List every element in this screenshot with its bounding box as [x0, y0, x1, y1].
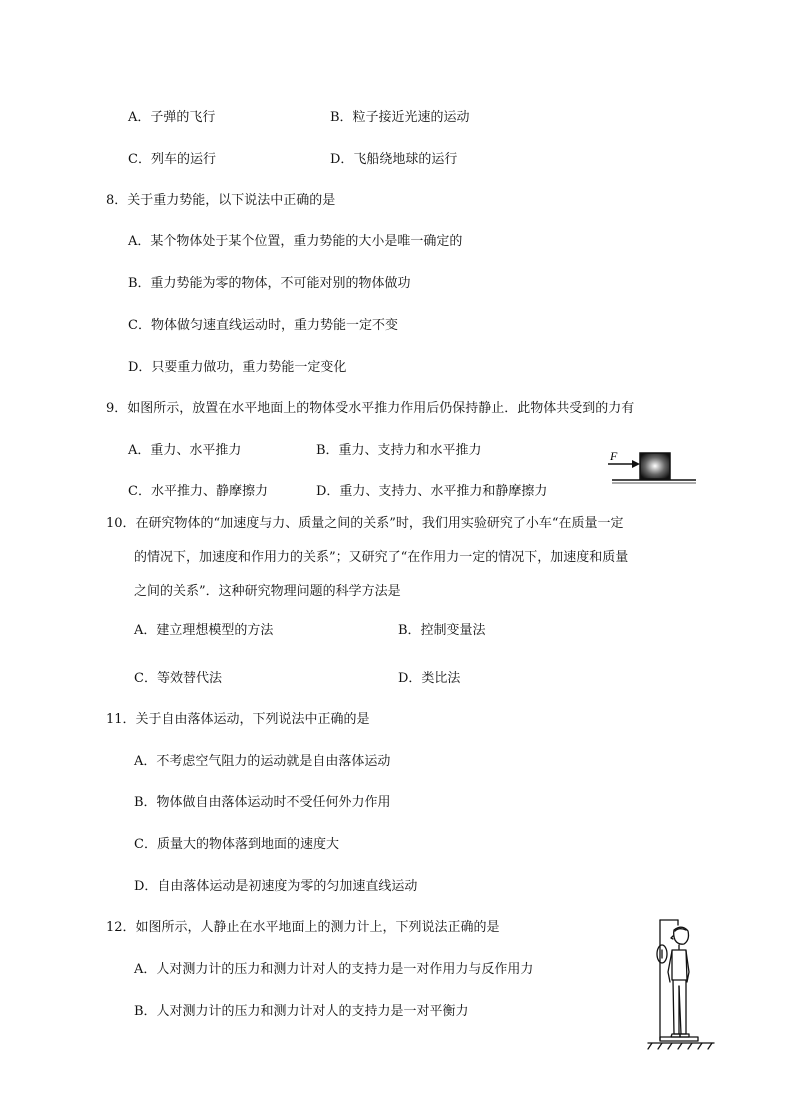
- q8-option-c: C．物体做匀速直线运动时，重力势能一定不变: [128, 318, 398, 333]
- q11-option-d: D．自由落体运动是初速度为零的匀加速直线运动: [134, 879, 418, 894]
- q9-option-a: A．重力、水平推力: [128, 443, 242, 458]
- q12-option-b: B．人对测力计的压力和测力计对人的支持力是一对平衡力: [134, 1004, 469, 1019]
- q11-stem: 11．关于自由落体运动，下列说法中正确的是: [106, 712, 370, 727]
- q12-option-a: A．人对测力计的压力和测力计对人的支持力是一对作用力与反作用力: [134, 962, 534, 977]
- q12-person-on-scale-figure: [646, 916, 716, 1052]
- q9-stem: 9．如图所示，放置在水平地面上的物体受水平推力作用后仍保持静止．此物体共受到的力有: [106, 401, 635, 416]
- q10-option-a: A．建立理想模型的方法: [134, 623, 274, 638]
- q10-stem-line-1: 10．在研究物体的“加速度与力、质量之间的关系”时，我们用实验研究了小车“在质量一定: [106, 516, 624, 531]
- q11-option-a: A．不考虑空气阻力的运动就是自由落体运动: [134, 754, 391, 769]
- q7-option-c: C．列车的运行: [128, 152, 216, 167]
- q7-option-a: A．子弹的飞行: [128, 110, 216, 125]
- q8-stem: 8．关于重力势能，以下说法中正确的是: [106, 193, 336, 208]
- q8-option-d: D．只要重力做功，重力势能一定变化: [128, 360, 347, 375]
- q12-stem: 12．如图所示，人静止在水平地面上的测力计上，下列说法正确的是: [106, 920, 500, 935]
- q9-option-b: B．重力、支持力和水平推力: [316, 443, 482, 458]
- q7-option-d: D．飞船绕地球的运行: [330, 152, 458, 167]
- block: [640, 453, 670, 479]
- force-label: F: [610, 449, 618, 463]
- q10-stem-line-3: 之间的关系”．这种研究物理问题的科学方法是: [134, 584, 401, 599]
- person-right-leg: [679, 980, 686, 1034]
- scale-platform: [660, 1037, 698, 1041]
- q8-option-a: A．某个物体处于某个位置，重力势能的大小是唯一确定的: [128, 234, 463, 249]
- q11-option-b: B．物体做自由落体运动时不受任何外力作用: [134, 795, 391, 810]
- q9-option-d: D．重力、支持力、水平推力和静摩擦力: [316, 484, 548, 499]
- force-arrow-head: [632, 460, 640, 468]
- q9-block-figure: [604, 446, 700, 486]
- q7-option-b: B．粒子接近光速的运动: [330, 110, 470, 125]
- q10-option-b: B．控制变量法: [398, 623, 486, 638]
- q10-option-d: D．类比法: [398, 671, 461, 686]
- q11-option-c: C．质量大的物体落到地面的速度大: [134, 837, 339, 852]
- q9-option-c: C．水平推力、静摩擦力: [128, 484, 268, 499]
- person-left-leg: [673, 980, 679, 1034]
- q10-option-c: C．等效替代法: [134, 671, 222, 686]
- person-torso: [672, 950, 687, 980]
- person-hair: [675, 929, 686, 931]
- q10-stem-line-2: 的情况下，加速度和作用力的关系”；又研究了“在作用力一定的情况下，加速度和质量: [134, 550, 629, 565]
- q8-option-b: B．重力势能为零的物体，不可能对别的物体做功: [128, 276, 411, 291]
